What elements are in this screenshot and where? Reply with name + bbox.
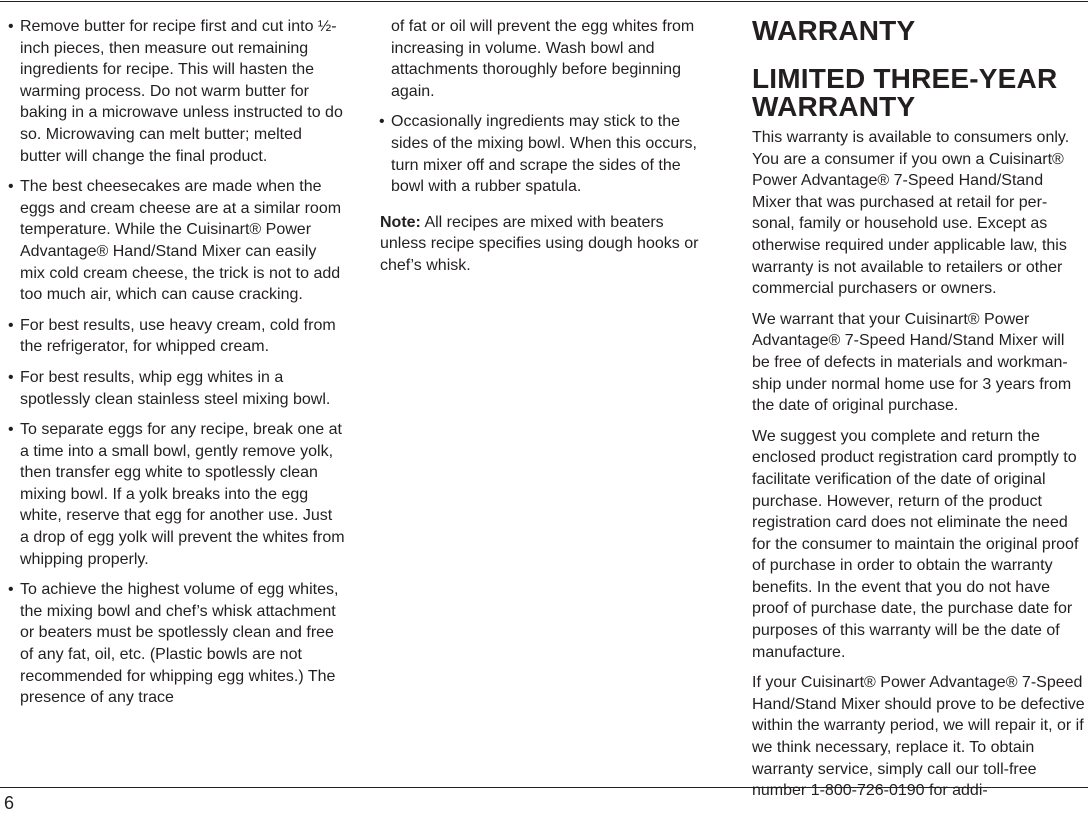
list-item: • Remove butter for recipe first and cut into ½-inch pieces, then measure out remaining ingredients for recipe. This will hasten the warming process. Do not warm butter for baking in a microwave unless instructed to do so. Microwaving can melt butter; melted butter will change the final product. <box>9 16 345 167</box>
warranty-paragraph: This warranty is available to consumers only. You are a consumer if you own a Cuisinart® Power Advantage® 7-Speed Hand/Stand Mixer that was purchased at retail for per-sonal, family or household use. Except as otherwise required under applicable law, this warranty is not available to retailers or other commercial purchasers or owners. <box>752 129 1070 298</box>
list-item: • For best results, whip egg whites in a spotlessly clean stainless steel mixing bowl. <box>9 367 345 410</box>
warranty-paragraph: If your Cuisinart® Power Advantage® 7-Speed Hand/Stand Mixer should prove to be defective within the warranty period, we will repair it, or if we think necessary, replace it. To obtain warranty service, simply call our toll-free number 1-800-726-0190 for addi- <box>752 674 1085 800</box>
note-label: Note: <box>380 213 421 231</box>
limited-warranty-subheading: LIMITED THREE-YEAR WARRANTY <box>752 63 1058 122</box>
note-text: All recipes are mixed with beaters unless recipe specifies using dough hooks or chef’s whisk. <box>380 213 699 274</box>
column-1 <box>9 16 345 718</box>
tips-list-continued <box>380 111 710 197</box>
note-paragraph <box>380 212 710 277</box>
list-item: • To separate eggs for any recipe, break one at a time into a small bowl, gently remove yolk, then transfer egg white to spotlessly clean mixing bowl. If a yolk breaks into the egg white, reserve that egg for another use. Just a drop of egg yolk will prevent the whites from whipping properly. <box>9 419 345 570</box>
top-rule <box>0 1 1088 2</box>
tips-list <box>9 16 345 709</box>
list-item: • The best cheesecakes are made when the eggs and cream cheese are at a similar room temperature. While the Cuisinart® Power Advantage® Hand/Stand Mixer can easily mix cold cream cheese, the trick is not to add too much air, which can cause cracking. <box>9 176 345 306</box>
continued-text: of fat or oil will prevent the egg whites from increasing in volume. Wash bowl and attachments thoroughly before beginning again. <box>391 18 695 100</box>
warranty-paragraph: We warrant that your Cuisinart® Power Advantage® 7-Speed Hand/Stand Mixer will be free of defects in materials and workman-ship under normal home use for 3 years from the date of original purchase. <box>752 310 1072 415</box>
column-3 <box>752 16 1086 811</box>
list-item: • Occasionally ingredients may stick to the sides of the mixing bowl. When this occurs, turn mixer off and scrape the sides of the bowl with a rubber spatula. <box>380 111 710 197</box>
list-item: • For best results, use heavy cream, cold from the refrigerator, for whipped cream. <box>9 315 345 358</box>
warranty-paragraph: We suggest you complete and return the enclosed product registration card promptly to facilitate verification of the date of original purchase. However, return of the product registration card does not eliminate the need for the consumer to maintain the original proof of purchase in order to obtain the warranty benefits. In the event that you do not have proof of purchase date, the purchase date for purposes of this warranty will be the date of manufacture. <box>752 427 1079 661</box>
list-item: • To achieve the highest volume of egg whites, the mixing bowl and chef’s whisk attachment or beaters must be spotlessly clean and free of any fat, oil, etc. (Plastic bowls are not recommended for whipping egg whites.) The presence of any trace <box>9 579 345 709</box>
column-2 <box>380 16 710 277</box>
warranty-heading: WARRANTY <box>752 15 916 46</box>
page-number: 6 <box>4 793 15 813</box>
footer-rule <box>0 787 1088 788</box>
